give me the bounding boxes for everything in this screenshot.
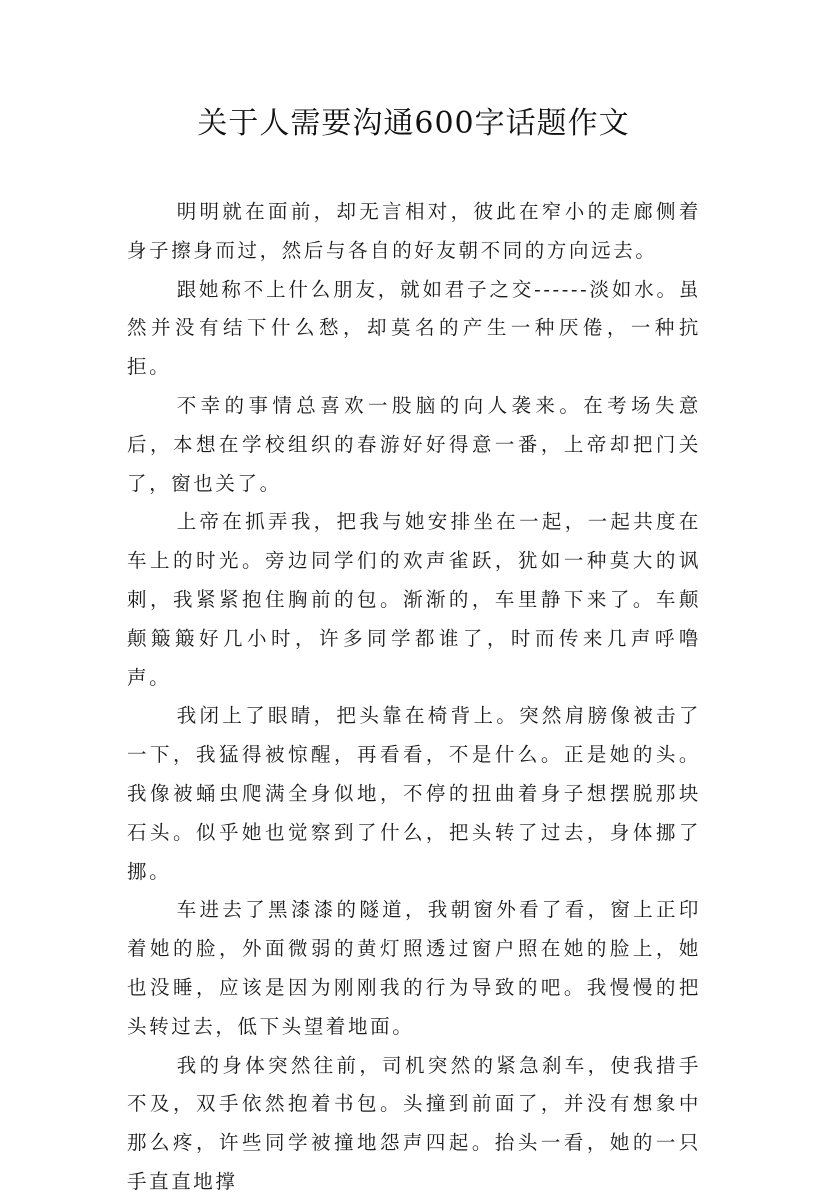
document-title: 关于人需要沟通600字话题作文 [197, 106, 630, 141]
paragraph-1: 明明就在面前，却无言相对，彼此在窄小的走廊侧着身子擦身而过，然后与各自的好友朝不同的方向远去。 [127, 200, 701, 262]
paragraph-3: 不幸的事情总喜欢一股脑的向人袭来。在考场失意后，本想在学校组织的春游好好得意一番，上帝却把门关了，窗也关了。 [127, 393, 701, 495]
paragraph-6: 车进去了黑漆漆的隧道，我朝窗外看了看，窗上正印着她的脸，外面微弱的黄灯照透过窗户照在她的脸上，她也没睡，应该是因为刚刚我的行为导致的吧。我慢慢的把头转过去，低下头望着地面。 [127, 898, 701, 1038]
paragraph-2: 跟她称不上什么朋友，就如君子之交------淡如水。虽然并没有结下什么愁，却莫名的产生一种厌倦，一种抗拒。 [127, 277, 701, 379]
document-body [127, 193, 701, 1202]
paragraph-5: 我闭上了眼睛，把头靠在椅背上。突然肩膀像被击了一下，我猛得被惊醒，再看看，不是什么。正是她的头。我像被蛹虫爬满全身似地，不停的扭曲着身子想摆脱那块石头。似乎她也觉察到了什么，把头转了过去，身体挪了挪。 [127, 704, 701, 883]
paragraph-4: 上帝在抓弄我，把我与她安排坐在一起，一起共度在车上的时光。旁边同学们的欢声雀跃，犹如一种莫大的讽刺，我紧紧抱住胸前的包。渐渐的，车里静下来了。车颠颠簸簸好几小时，许多同学都谁了，时而传来几声呼噜声。 [127, 510, 701, 689]
paragraph-7: 我的身体突然往前，司机突然的紧急刹车，使我措手不及，双手依然抱着书包。头撞到前面了，并没有想象中那么疼，许些同学被撞地怨声四起。抬头一看，她的一只手直直地撑 [127, 1053, 701, 1193]
